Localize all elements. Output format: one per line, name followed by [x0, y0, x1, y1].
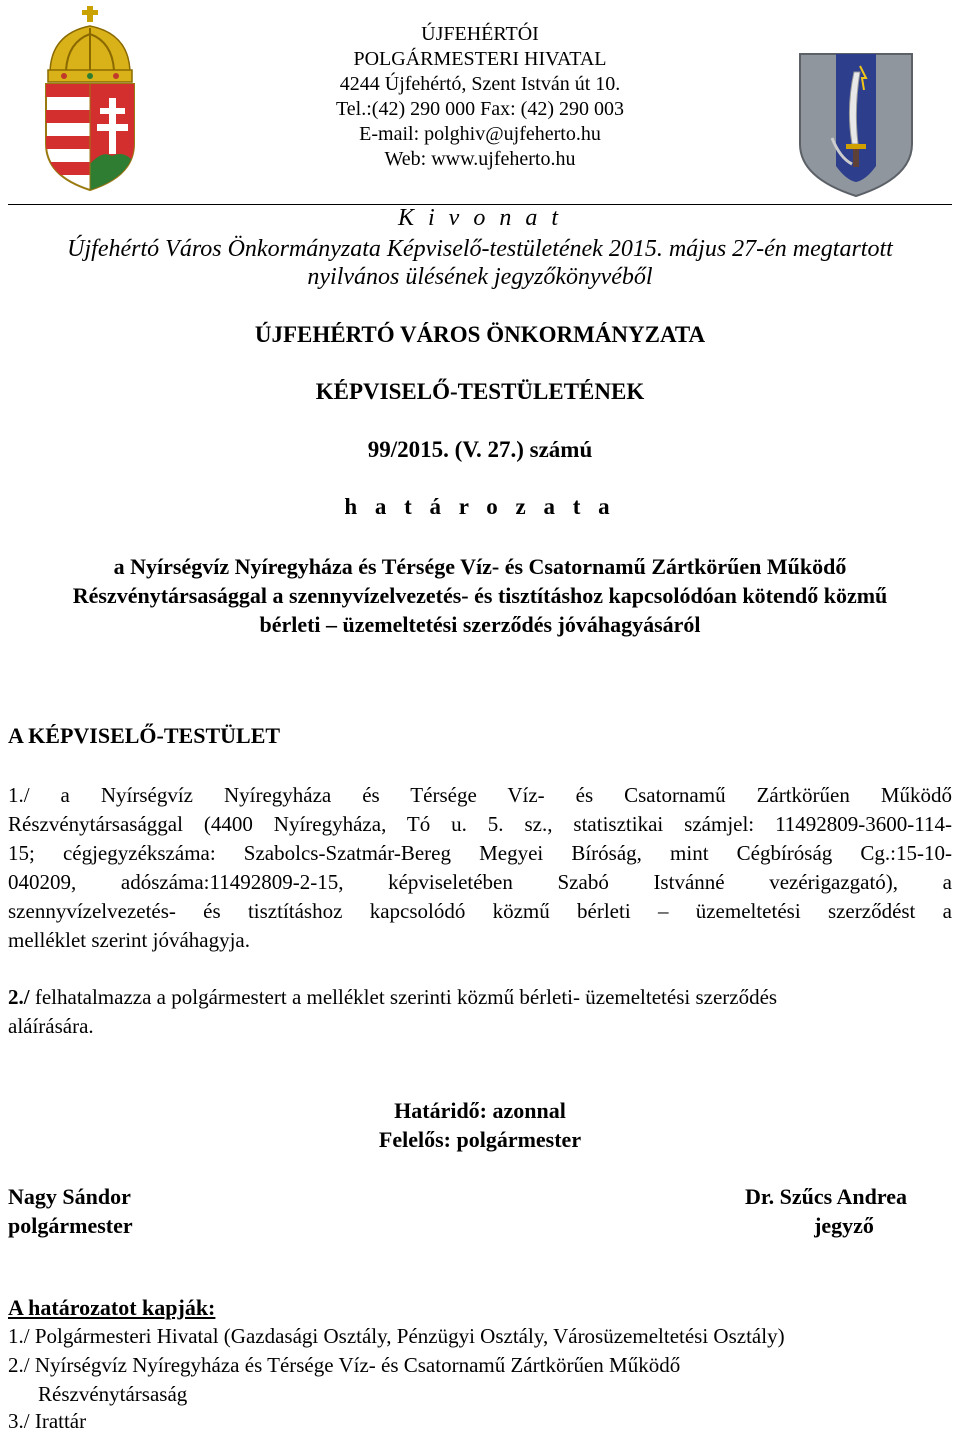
point-1-line-1: 1./ a Nyírségvíz Nyíregyháza és Térsége Víz- és Csatornamű Zártkörűen Működő — [8, 783, 952, 807]
point-2-line-2: aláírására. — [8, 1014, 94, 1038]
recipient-2: 2./ Nyírségvíz Nyíregyháza és Térsége Víz- és Csatornamű Zártkörűen Működő — [8, 1353, 681, 1377]
notary-title: jegyző — [814, 1213, 874, 1238]
recipient-3: 3./ Irattár — [8, 1409, 87, 1433]
office-address: 4244 Újfehértó, Szent István út 10. — [339, 73, 621, 95]
resolution-word: h a t á r o z a t a — [344, 494, 616, 519]
point-1-line-2: Részvénytársasággal (4400 Nyíregyháza, Tó u. 5. sz., statisztikai számjel: 11492809-3600-114- — [8, 812, 952, 836]
mayor-title: polgármester — [8, 1213, 133, 1238]
kivonat-title: K i v o n a t — [398, 205, 562, 231]
decision-point-1 — [8, 781, 952, 955]
office-phone-fax: Tel.:(42) 290 000 Fax: (42) 290 003 — [335, 98, 624, 120]
office-name-line-1: ÚJFEHÉRTÓI — [421, 23, 539, 45]
decision-point-2 — [8, 983, 952, 1012]
town-coat-of-arms — [796, 48, 916, 198]
council-heading: A KÉPVISELŐ-TESTÜLET — [8, 723, 281, 748]
office-web: Web: www.ujfeherto.hu — [384, 148, 576, 170]
office-name-line-2: POLGÁRMESTERI HIVATAL — [353, 48, 607, 70]
resolution-topic — [8, 552, 952, 639]
office-email: E-mail: polghiv@ujfeherto.hu — [359, 123, 601, 145]
recipient-2-continued: Részvénytársaság — [38, 1382, 188, 1406]
point-1-line-4: 040209, adószáma:11492809-2-15, képviseletében Szabó Istvánné vezérigazgató), a — [8, 870, 952, 894]
recipients-heading: A határozatot kapják: — [8, 1295, 216, 1320]
point-2-number: 2./ — [8, 985, 30, 1009]
topic-line-2: Részvénytársasággal a szennyvízelvezetés- és tisztításhoz kapcsolódóan kötendő közmű — [72, 583, 888, 608]
point-2-line-1: felhatalmazza a polgármestert a melléklet szerinti közmű bérleti- üzemeltetési szerződés — [29, 985, 778, 1009]
responsible: Felelős: polgármester — [378, 1127, 582, 1152]
topic-line-3: bérleti – üzemeltetési szerződés jóváhagyásáról — [259, 612, 701, 637]
deadline: Határidő: azonnal — [394, 1098, 566, 1123]
hungarian-coat-of-arms — [36, 4, 144, 192]
recipient-1: 1./ Polgármesteri Hivatal (Gazdasági Osztály, Pénzügyi Osztály, Városüzemeltetési Osztály) — [8, 1324, 785, 1348]
resolution-number: 99/2015. (V. 27.) számú — [367, 437, 593, 462]
minutes-subtitle-line-2: nyilvános ülésének jegyzőkönyvéből — [307, 264, 653, 290]
mayor-name: Nagy Sándor — [8, 1184, 131, 1209]
notary-name: Dr. Szűcs Andrea — [745, 1184, 907, 1209]
minutes-subtitle-line-1: Újfehértó Város Önkormányzata Képviselő-testületének 2015. május 27-én megtartott — [67, 236, 893, 262]
point-1-line-5: szennyvízelvezetés- és tisztításhoz kapcsolódó közmű bérleti – üzemeltetési szerződést a — [8, 899, 952, 923]
topic-line-1: a Nyírségvíz Nyíregyháza és Térsége Víz- és Csatornamű Zártkörűen Működő — [113, 554, 847, 579]
point-1-line-3: 15; cégjegyzékszáma: Szabolcs-Szatmár-Bereg Megyei Bíróság, mint Cégbíróság Cg.:15-10- — [8, 841, 952, 865]
body-name-line-1: ÚJFEHÉRTÓ VÁROS ÖNKORMÁNYZATA — [254, 322, 706, 347]
body-name-line-2: KÉPVISELŐ-TESTÜLETÉNEK — [315, 379, 645, 404]
point-1-line-6: melléklet szerint jóváhagyja. — [8, 928, 250, 952]
